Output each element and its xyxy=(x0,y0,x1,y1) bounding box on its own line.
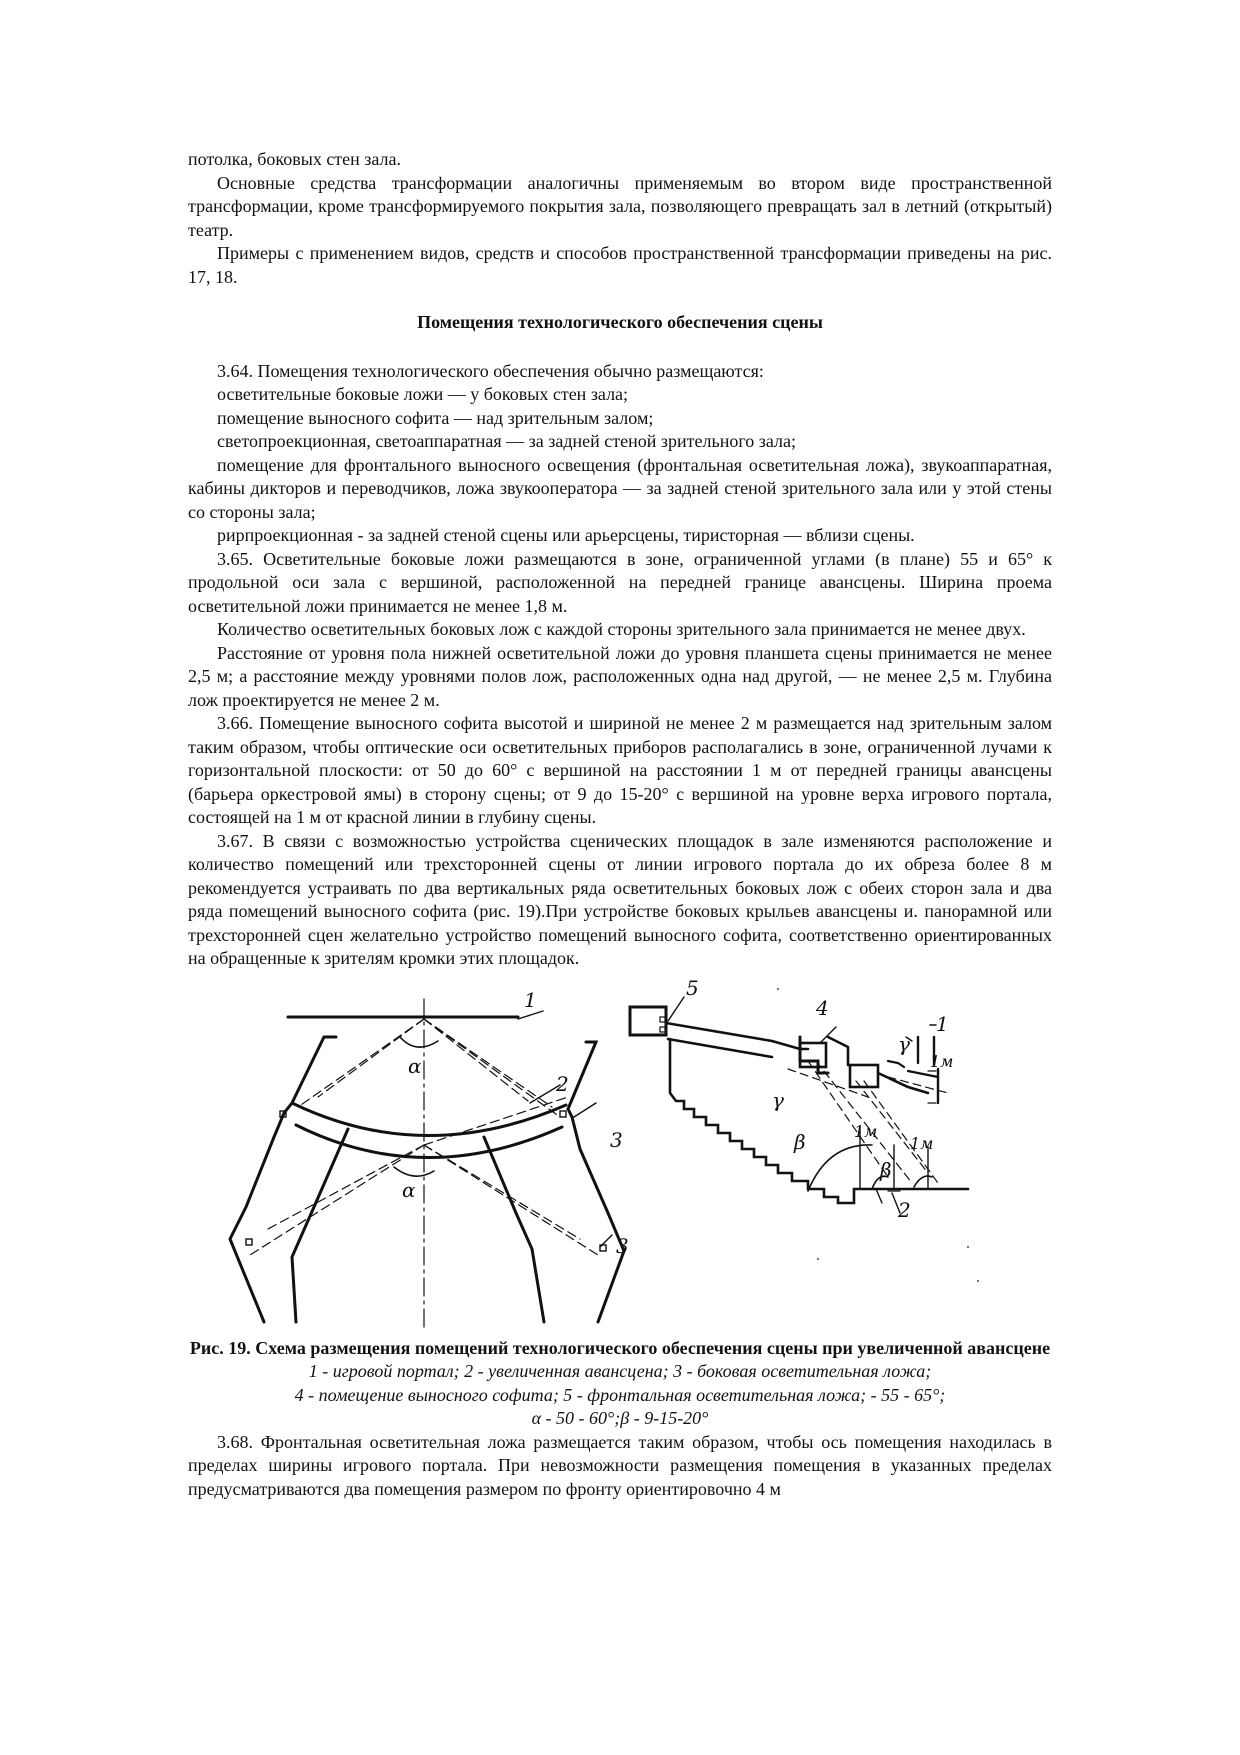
figure-caption-line: 4 - помещение выносного софита; 5 - фронтальная осветительная ложа; - 55 - 65°; xyxy=(294,1384,946,1405)
fig-label-gamma-right: γ xyxy=(898,1031,910,1056)
stage-layout-diagram xyxy=(188,977,1052,1337)
paragraph: помещение для фронтального выносного освещения (фронтальная осветительная ложа), звукоаппаратная, кабины дикторов и переводчиков, ложа звукооператора — за задней стеной зрительного зала или у этой стены со стороны зала; xyxy=(188,454,1052,522)
fig-label-alpha-top: α xyxy=(408,1053,422,1078)
plan-diagram xyxy=(230,999,624,1329)
fig-label-2-right: 2 xyxy=(898,1197,911,1222)
fig-label-3b: 3 xyxy=(616,1233,629,1258)
figure-caption-line: 1 - игровой портал; 2 - увеличенная авансцена; 3 - боковая осветительная ложа; xyxy=(308,1361,932,1381)
paragraph: Основные средства трансформации аналогичны применяемым во втором виде пространственной трансформации, кроме трансформируемого покрытия зала, позволяющего превращать зал в летний (открытый) театр. xyxy=(188,172,1052,240)
figure-caption-title: Рис. 19. Схема размещения помещений технологического обеспечения сцены при увеличенной авансцене xyxy=(189,1337,1051,1358)
fig-label-1m-c: 1м xyxy=(910,1133,934,1153)
fig-label-1: 1 xyxy=(524,987,537,1012)
document-page xyxy=(188,148,1052,1501)
fig-label-5: 5 xyxy=(686,976,699,1000)
fig-label-3: 3 xyxy=(610,1127,623,1152)
paragraph: рирпроекционная - за задней стеной сцены или арьерсцены, тиристорная — вблизи сцены. xyxy=(217,525,915,545)
fig-label-2: 2 xyxy=(556,1071,569,1096)
list-item: осветительные боковые ложи — у боковых стен зала; xyxy=(217,384,629,404)
figure-19 xyxy=(188,977,1052,1337)
paragraph: 3.65. Осветительные боковые ложи размещаются в зоне, ограниченной углами (в плане) 55 и 65° к продольной оси зала с вершиной, расположенной на передней границе авансцены. Ширина проема осветительной ложи принимается не менее 1,8 м. xyxy=(188,548,1052,616)
paragraph: Примеры с применением видов, средств и способов пространственной трансформации приведены на рис. 17, 18. xyxy=(188,243,1052,287)
fig-label-beta-left: β xyxy=(794,1129,806,1154)
fig-label-gamma-left: γ xyxy=(772,1087,784,1112)
list-item: 3.64. Помещения технологического обеспечения обычно размещаются: xyxy=(217,360,764,381)
paragraph: Расстояние от уровня пола нижней осветительной ложи до уровня планшета сцены принимается не менее 2,5 м; а расстояние между уровнями полов лож, расположенных одна над другой, — не менее 2,5 м. Глубина лож проектируется не менее 2 м. xyxy=(188,642,1052,710)
paragraph: 3.66. Помещение выносного софита высотой и шириной не менее 2 м размещается над зрительным залом таким образом, чтобы оптические оси осветительных приборов располагались в зоне, ограниченной лучами к горизонтальной плоскости: от 50 до 60° с вершиной на расстоянии 1 м от передней границы авансцены (барьера оркестровой ямы) в сторону сцены; от 9 до 15-20° с вершиной на уровне верха игрового портала, состоящей на 1 м от красной линии в глубину сцены. xyxy=(188,713,1052,827)
paragraph: 3.67. В связи с возможностью устройства сценических площадок в зале изменяются расположение и количество помещений или трехсторонней сцены от линии игрового портала до их обреза более 8 м рекомендуется устраивать по два вертикальных ряда осветительных боковых лож с обеих сторон зала и два ряда помещений выносного софита (рис. 19).При устройстве боковых крыльев авансцены и. панорамной или трехсторонней сцен желательно устройство помещений выносного софита, соответственно ориентированных на обращенные к зрителям кромки этих площадок. xyxy=(188,830,1052,968)
paragraph: потолка, боковых стен зала. xyxy=(188,149,402,169)
fig-label-4: 4 xyxy=(816,995,829,1020)
fig-label-alpha-bottom: α xyxy=(402,1177,416,1202)
paragraph: 3.68. Фронтальная осветительная ложа размещается таким образом, чтобы ось помещения находилась в пределах ширины игрового портала. При невозможности размещения помещения в указанных пределах предусматриваются два помещения размером по фронту ориентировочно 4 м xyxy=(188,1431,1052,1499)
section-heading: Помещения технологического обеспечения сцены xyxy=(417,312,823,332)
fig-label-1-right: 1 xyxy=(936,1011,949,1036)
fig-label-1m-a: 1м xyxy=(930,1051,954,1071)
fig-label-beta-right: β xyxy=(880,1157,892,1182)
paragraph: Количество осветительных боковых лож с каждой стороны зрительного зала принимается не менее двух. xyxy=(217,619,1026,639)
fig-label-1m-b: 1м xyxy=(854,1121,878,1141)
list-item: светопроекционная, светоаппаратная — за задней стеной зрительного зала; xyxy=(217,431,796,451)
figure-caption-line: α - 50 - 60°;β - 9-15-20° xyxy=(531,1408,709,1428)
list-item: помещение выносного софита — над зрительным залом; xyxy=(217,407,654,428)
